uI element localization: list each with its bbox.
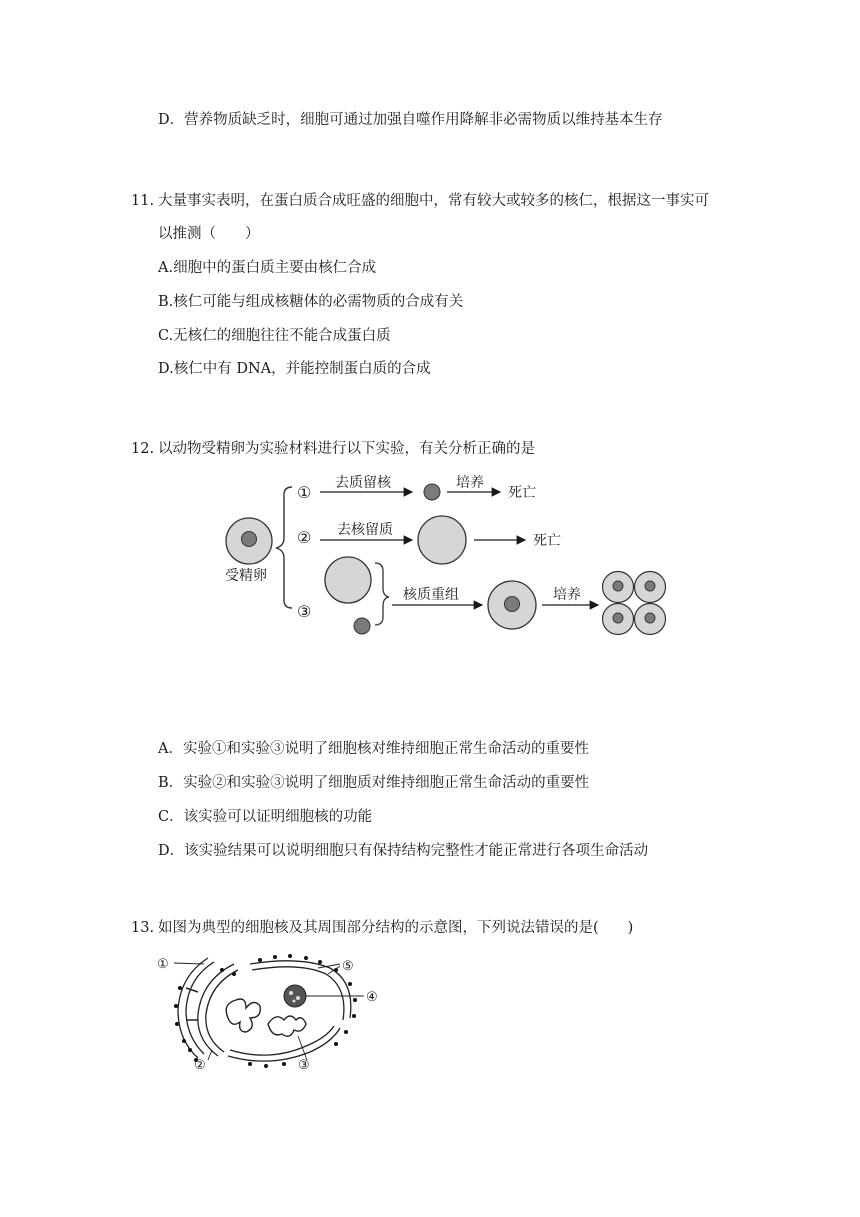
q11-number: 11. xyxy=(131,193,155,209)
q12-stem: 以动物受精卵为实验材料进行以下实验，有关分析正确的是 xyxy=(158,441,535,457)
label-4: ④ xyxy=(366,990,378,1005)
dividing-cells xyxy=(603,572,666,635)
step-1-label: 去质留核 xyxy=(335,475,391,491)
label-5: ⑤ xyxy=(342,959,354,974)
death-label-1: 死亡 xyxy=(508,485,536,501)
q11-option-c: C.无核仁的细胞往往不能合成蛋白质 xyxy=(158,328,391,344)
step-3-label: 核质重组 xyxy=(403,587,459,603)
q11-stem-line1: 大量事实表明，在蛋白质合成旺盛的细胞中，常有较大或较多的核仁，根据这一事实可 xyxy=(158,193,709,209)
q11-option-a: A.细胞中的蛋白质主要由核仁合成 xyxy=(158,260,377,276)
label-2: ② xyxy=(194,1058,206,1073)
brace xyxy=(276,487,292,608)
culture-label-1: 培养 xyxy=(456,475,484,491)
label-1: ① xyxy=(157,957,169,972)
brace-right xyxy=(375,563,389,625)
branch-2-label: ② xyxy=(297,528,312,547)
q12-option-a: A．实验①和实验③说明了细胞核对维持细胞正常生命活动的重要性 xyxy=(158,741,589,757)
q12-number: 12. xyxy=(131,441,155,457)
q10-option-d: D．营养物质缺乏时，细胞可通过加强自噬作用降解非必需物质以维持基本生存 xyxy=(158,112,663,128)
q12-option-c: C．该实验可以证明细胞核的功能 xyxy=(158,809,373,825)
isolated-nucleus xyxy=(424,484,440,500)
cell-label: 受精卵 xyxy=(225,568,267,584)
q12-option-b: B．实验②和实验③说明了细胞质对维持细胞正常生命活动的重要性 xyxy=(158,775,590,791)
q13-stem: 如图为典型的细胞核及其周围部分结构的示意图，下列说法错误的是( ) xyxy=(158,920,634,936)
branch-3-label: ③ xyxy=(297,602,312,621)
q13-number: 13. xyxy=(131,920,155,936)
q11-option-d: D.核仁中有 DNA，并能控制蛋白质的合成 xyxy=(158,361,431,377)
culture-label-3: 培养 xyxy=(553,587,581,603)
q11-option-b: B.核仁可能与组成核糖体的必需物质的合成有关 xyxy=(158,294,464,310)
cytoplasm-part xyxy=(325,557,371,603)
enucleated-cytoplasm xyxy=(418,516,466,564)
nucleus-part xyxy=(354,618,370,634)
q12-option-d: D．该实验结果可以说明细胞只有保持结构完整性才能正常进行各项生命活动 xyxy=(158,843,649,859)
branch-1-label: ① xyxy=(297,483,312,502)
q11-stem-line2: 以推测（ ） xyxy=(158,226,260,242)
step-2-label: 去核留质 xyxy=(337,522,393,538)
fertilized-egg-cell xyxy=(226,518,272,564)
label-3: ③ xyxy=(298,1058,310,1073)
q13-nucleus-figure xyxy=(150,948,400,1078)
death-label-2: 死亡 xyxy=(533,533,561,549)
